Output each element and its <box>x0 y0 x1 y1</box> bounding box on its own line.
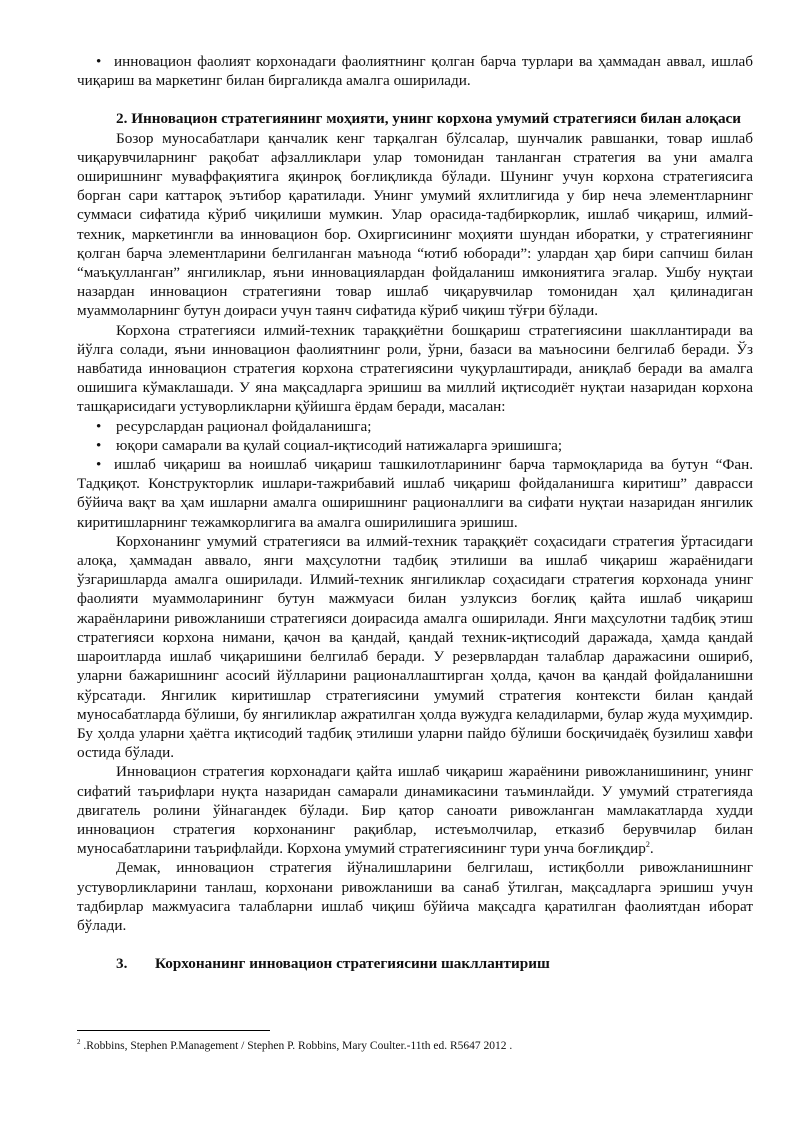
footnote-separator <box>77 1030 270 1031</box>
paragraph-4-end: . <box>649 840 654 858</box>
list-item-text: ишлаб чиқариш ва ноишлаб чиқариш ташкилотларининг барча тармоқларида ва бутун “Фан. Тадқиқот. Конструкторлик ишлари-тажрибавий ишлаб чиқариш фойдаланишга киритиш” даврасси бўйича вақт ва ҳам ишларни амалга оширишнинг рационаллиги ва сифати нуқтаи назаридан янгилик киритишларнинг тежамкорлигига ва амалга оширилишига эришиш. <box>77 456 753 531</box>
bullet-mark: • <box>96 456 102 474</box>
section-2-paragraph-4 <box>77 762 753 858</box>
section-2-paragraph-2: Корхона стратегияси илмий-техник тараққиётни бошқариш стратегиясини шакллантиради ва йўлга солади, яъни инновацион фаолиятнинг роли, ўрни, базаси ва маъносини белгилаб беради. Ўз навбатида инновацион стратегия корхона стратегиясини чуқурлаштиради, аниқлаб беради ва амалга ошишига кўмаклашади. У яна мақсадларга эришиш ва миллий иқтисодиёт нуқтаи назаридан корхона ташқарисидаги устуворликларни қўйишга ёрдам беради, масалан: <box>77 321 753 416</box>
section-2-paragraph-1: Бозор муносабатлари қанчалик кенг тарқалган бўлсалар, шунчалик равшанки, товар ишлаб чиқарувчиларнинг рақобат афзалликлари улар томонидан танланган стратегия ва уни амалга оширишнинг муваффақиятига яқинроқ боғлиқликда бўлади. Шунинг учун корхона стратегиясига борган сари каттароқ эътибор қаратилади. Унинг умумий яхлитлигида у бир неча элементларнинг суммаси сифатида кўриб чиқилиши мумкин. Улар орасида-тадбиркорлик, ишлаб чиқариш, илмий-техник, маркетингли ва инновацион бор. Охиргисининг моҳияти шундан иборатки, у стратегиянинг қолган барча элементларини белгиланган маънода “ютиб юборади”: улардан ҳар бири сапчиш билан “маъқулланган” янгиликлар, яъни инновациялардан фойдаланиш имкониятига эгалар. Ушбу нуқтаи назардан инновацион стратегияни товар ишлаб чиқарувчилар томонидан ҳал қилинадиган муаммоларнинг бутун доираси учун таянч сифатида кўриб чиқиш тўғри бўлади. <box>77 129 753 320</box>
document-body <box>77 52 753 973</box>
spacer <box>77 935 753 954</box>
footnote-mark: 2 <box>77 1038 81 1047</box>
list-item-text: ресурслардан рационал фойдаланишга; <box>116 417 372 435</box>
section-3-title: Корхонанинг инновацион стратегиясини шакллантириш <box>155 955 550 973</box>
spacer <box>77 90 753 109</box>
footnote-text: .Robbins, Stephen P.Management / Stephen P. Robbins, Mary Coulter.-11th ed. R5647 2012 . <box>80 1040 513 1052</box>
section-2-paragraph-5: Демак, инновацион стратегия йўналишларини белгилаш, истиқболли ривожланишнинг устуворликларини танлаш, корхонани ривожланиши ва санаб ўтилган, мақсадларга эришиш учун тадбирлар мажмуасига талабларни ишлаб чиқиш бўйича мақсадга қаратилган фаолиятдан иборат бўлади. <box>77 859 753 934</box>
list-item <box>77 436 753 455</box>
footnote-reference[interactable]: 2 <box>645 840 650 850</box>
list-item-text: юқори самарали ва қулай социал-иқтисодий натижаларга эришишга; <box>116 436 563 454</box>
list-item <box>77 417 753 436</box>
section-2-heading: 2. Инновацион стратегиянинг моҳияти, унинг корхона умумий стратегияси билан алоқаси <box>116 110 742 128</box>
list-item <box>77 455 753 532</box>
section-3-heading <box>77 954 753 973</box>
paragraph-4-text: Инновацион стратегия корхонадаги қайта ишлаб чиқариш жараёнини ривожланишининг, унинг сифатий таърифлари нуқта назаридан самарали динамикасини таъминлайди. У умумий стратегияда двигатель ролини ўйнагандек бўлади. Бир қатор саноати ривожланган мамлакатларда худди инновацион стратегия корхонанинг рақиблар, истеъмолчилар, етказиб берувчилар билан муносабатларини таърифлайди. Корхона умумий стратегиясининг тури унча боғлиқдир <box>77 763 753 858</box>
bullet-mark: • <box>96 436 102 454</box>
footnote <box>77 1040 753 1052</box>
bullet-mark: • <box>96 53 102 70</box>
bullet-mark: • <box>96 417 102 435</box>
section-2-paragraph-3: Корхонанинг умумий стратегияси ва илмий-техник тараққиёт соҳасидаги стратегия ўртасидаги алоқа, ҳаммадан аввало, янги маҳсулотни тадбиқ этилиши ва ишлаб чиқариш жараёнидаги ўзгаришларда амалга оширилади. Илмий-техник янгиликлар соҳасидаги стратегия корхонада унинг фаолияти муаммоларининг бутун мажмуаси билан узлуксиз боғлиқ қайта ишлаб чиқариш жараёнларини ривожланиши стратегияси доирасида амалга оширилади. Янги маҳсулотни тадбиқ этиш стратегияси корхона нимани, қачон ва қандай, қандай техник-иқтисодий даражада, ҳамда қандай шароитларда ишлаб чиқаришини белгилаб беради. У резервлардан талаблар даражасини ошириб, уларни бажаришнинг асосий йўлларини рационаллаштирган ҳолда, қачон ва қандай фойдаланишни кўрсатади. Янгилик киритишлар стратегиясини умумий стратегия контексти билан қандай муносабатларда бўлиши, бу янгиликлар ажратилган ҳолда вужудга келадиларми, булар жуда муҳимдир. Бу ҳолда уларни ҳаётга иқтисодий тадбиқ этилиши уларни пайдо бўлиши босқичидаёқ бузилиш хавфи остида бўлади. <box>77 532 753 762</box>
intro-bullet-text: инновацион фаолият корхонадаги фаолиятнинг қолган барча турлари ва ҳаммадан аввал, ишлаб чиқариш ва маркетинг билан биргаликда амалга оширилади. <box>77 53 753 90</box>
intro-bullet <box>77 52 753 90</box>
section-3-number: 3. <box>116 955 128 973</box>
